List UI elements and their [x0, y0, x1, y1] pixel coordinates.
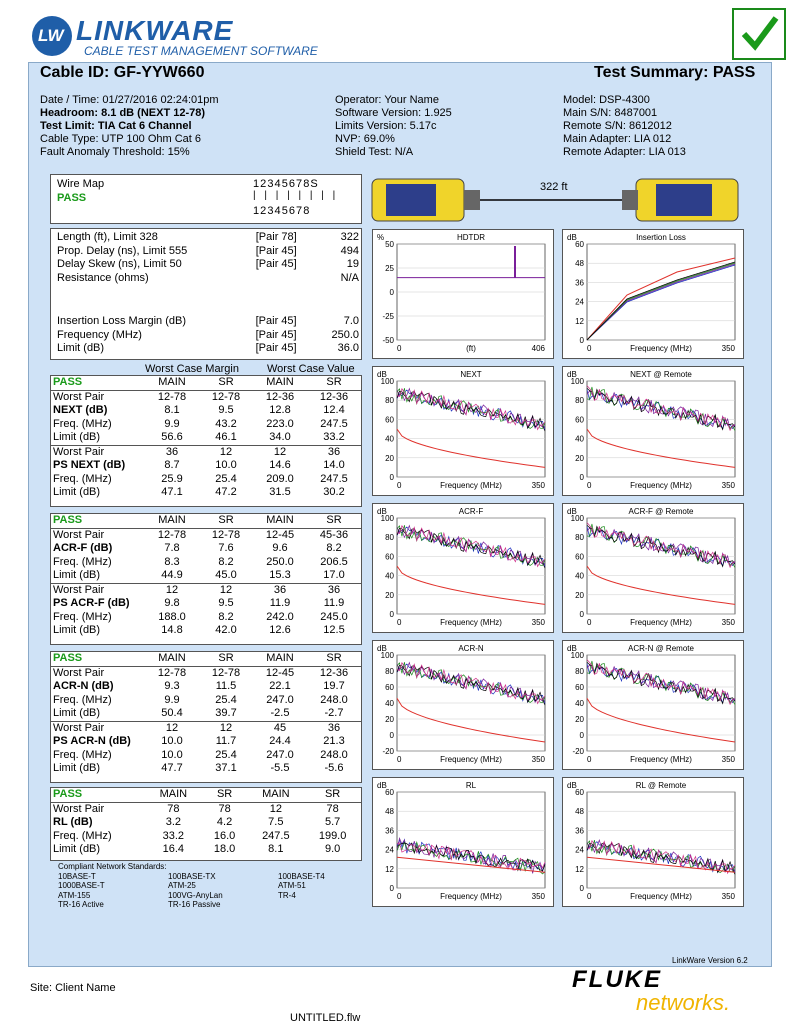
- section-status: PASS: [51, 376, 145, 390]
- table-row: Worst Pair 78 78 12 78: [53, 802, 339, 815]
- standard-item: ATM-51: [278, 881, 306, 890]
- y-tick-label: 60: [385, 788, 394, 797]
- series-line: [397, 843, 545, 871]
- y-tick-label: 80: [575, 667, 584, 676]
- cable-id: Cable ID: GF-YYW660: [40, 64, 205, 81]
- series-line: [587, 265, 735, 340]
- y-tick-label: 80: [575, 533, 584, 543]
- chart-svg: [373, 778, 553, 906]
- standard-item: ATM-25: [168, 881, 196, 890]
- test-summary: Test Summary: PASS: [594, 64, 756, 81]
- table-row: Worst Pair 12-78 12-78 12-36 12-36: [53, 390, 349, 403]
- x-axis-label: Frequency (MHz): [630, 481, 692, 490]
- length-row: Prop. Delay (ns), Limit 555 [Pair 45] 494: [57, 244, 359, 257]
- y-tick-label: 40: [575, 434, 584, 444]
- y-tick-label: 20: [575, 453, 584, 463]
- table-row: Freq. (MHz) 8.3 8.2 250.0 206.5: [53, 555, 348, 568]
- table-row: ACR-F (dB) 7.8 7.6 9.6 8.2: [53, 542, 342, 554]
- file-name: UNTITLED.flw: [290, 1012, 361, 1024]
- y-tick-label: 40: [575, 699, 584, 708]
- y-tick-label: 0: [579, 336, 584, 345]
- y-tick-label: 0: [579, 473, 584, 482]
- y-tick-label: 60: [385, 683, 394, 692]
- length-row: Resistance (ohms) N/A: [57, 271, 359, 284]
- y-tick-label: 50: [385, 240, 394, 249]
- app-title: LINKWARE: [76, 15, 234, 46]
- chart-acrn-remote: [562, 640, 744, 770]
- series-line: [587, 526, 735, 565]
- x-tick-label: 350: [531, 755, 545, 764]
- info-col-2: Operator: Your Name Software Version: 1.925 Limits Version: 5.17c NVP: 69.0% Shield Test: N/A: [335, 94, 452, 158]
- chart-title: Insertion Loss: [636, 233, 686, 242]
- series-line: [587, 662, 735, 703]
- series-line: [587, 262, 735, 340]
- x-tick-label: 350: [721, 344, 735, 353]
- x-tick-label: 0: [587, 755, 592, 764]
- x-axis-label: Frequency (MHz): [440, 892, 502, 901]
- margin-header: Worst Case Margin: [145, 363, 239, 375]
- y-tick-label: 48: [575, 807, 584, 817]
- table-row: Limit (dB) 47.1 47.2 31.5 30.2: [53, 486, 345, 498]
- wiremap-lines: | | | | | | | |: [253, 190, 339, 201]
- y-tick-label: 48: [385, 807, 394, 817]
- chart-rl: [372, 777, 554, 907]
- limit-line: [397, 429, 545, 467]
- acrn-section: PASS MAIN SR MAIN SR Worst Pair 12-78 12-78 12-45 12-36 ACR-N (dB) 9.3 11.5 22.1 19.7 Freq. (MHz) 9.9 25.4 247.0 248.0 Limit (dB) 50.4 39.7 -2.5 -2.7 Worst Pair 12 12 45 36 PS ACR-N (dB) 10.0 11.7 24.4 21.3 Freq. (MHz) 10.0 25.4 247.0 248.0 Limit (dB) 47.7 37.1 -5.5 -5.6: [50, 651, 362, 783]
- x-tick-label: 0: [397, 481, 402, 490]
- standard-item: 100VG-AnyLan: [168, 890, 223, 900]
- y-tick-label: -25: [382, 312, 394, 321]
- chart-unit: dB: [377, 507, 387, 516]
- y-tick-label: 20: [385, 590, 394, 600]
- x-tick-label: 0: [397, 344, 402, 353]
- table-row: PS ACR-N (dB) 10.0 11.7 24.4 21.3: [53, 735, 345, 747]
- y-tick-label: 60: [575, 683, 584, 692]
- y-tick-label: 0: [389, 288, 394, 297]
- chart-svg: [373, 230, 553, 358]
- standard-item: 1000BASE-T: [58, 881, 105, 890]
- length-panel: [50, 228, 362, 360]
- standard-item: TR-16 Active: [58, 900, 104, 909]
- networks-logo: networks.: [636, 990, 731, 1015]
- chart-title: NEXT @ Remote: [630, 370, 692, 379]
- y-tick-label: 24: [575, 845, 584, 855]
- table-row: Worst Pair 12-78 12-78 12-45 12-36: [53, 666, 349, 679]
- chart-next-remote: [562, 366, 744, 496]
- y-tick-label: 60: [385, 415, 394, 425]
- section-status: PASS: [51, 514, 145, 528]
- table-row: PS ACR-F (dB) 9.8 9.5 11.9 11.9: [53, 597, 345, 609]
- x-axis-label: Frequency (MHz): [440, 618, 502, 627]
- series-line: [587, 525, 735, 566]
- linkware-version: LinkWare Version 6.2: [672, 956, 748, 965]
- y-tick-label: -20: [382, 747, 394, 756]
- y-tick-label: 60: [575, 552, 584, 562]
- standard-item: 100BASE-T4: [278, 871, 325, 881]
- limit-line: [587, 566, 735, 604]
- y-tick-label: 40: [575, 571, 584, 581]
- chart-title: ACR-N @ Remote: [628, 644, 694, 653]
- table-row: Limit (dB) 14.8 42.0 12.6 12.5: [53, 624, 345, 636]
- y-tick-label: 0: [389, 884, 394, 893]
- chart-rl-remote: [562, 777, 744, 907]
- y-tick-label: -50: [382, 336, 394, 345]
- standard-item: 100BASE-TX: [168, 871, 216, 881]
- wiremap-status: PASS: [57, 192, 87, 204]
- x-tick-label: 0: [587, 344, 592, 353]
- table-row: Freq. (MHz) 9.9 43.2 223.0 247.5: [53, 417, 348, 430]
- chart-title: RL @ Remote: [635, 781, 687, 790]
- y-tick-label: 20: [575, 590, 584, 600]
- y-tick-label: 0: [389, 473, 394, 482]
- chart-title: ACR-F: [458, 507, 484, 516]
- y-tick-label: 60: [575, 415, 584, 425]
- chart-svg: [373, 641, 553, 769]
- rl-section: PASS MAIN SR MAIN SR Worst Pair 78 78 12 78 RL (dB) 3.2 4.2 7.5 5.7 Freq. (MHz) 33.2 16.0 247.5 199.0 Limit (dB) 16.4 18.0 8.1 9.0: [50, 787, 362, 861]
- y-tick-label: 12: [385, 864, 394, 874]
- acrf-section: PASS MAIN SR MAIN SR Worst Pair 12-78 12-78 12-45 45-36 ACR-F (dB) 7.8 7.6 9.6 8.2 Freq. (MHz) 8.3 8.2 250.0 206.5 Limit (dB) 44.9 45.0 15.3 17.0 Worst Pair 12 12 36 36 PS ACR-F (dB) 9.8 9.5 11.9 11.9 Freq. (MHz) 188.0 8.2 242.0 245.0 Limit (dB) 14.8 42.0 12.6 12.5: [50, 513, 362, 645]
- chart-insertion-loss: [562, 229, 744, 359]
- table-row: Freq. (MHz) 10.0 25.4 247.0 248.0: [53, 748, 348, 761]
- y-tick-label: 0: [579, 884, 584, 893]
- x-axis-label: Frequency (MHz): [630, 892, 692, 901]
- x-tick-label: 350: [721, 618, 735, 627]
- x-tick-label: 0: [397, 618, 402, 627]
- length-row: Limit (dB) [Pair 45] 36.0: [57, 342, 359, 354]
- table-row: Limit (dB) 44.9 45.0 15.3 17.0: [53, 569, 345, 581]
- x-axis-label: Frequency (MHz): [630, 344, 692, 353]
- chart-unit: dB: [377, 370, 387, 379]
- series-line: [397, 838, 545, 873]
- y-tick-label: 20: [575, 715, 584, 724]
- y-tick-label: 60: [575, 788, 584, 797]
- y-tick-label: 80: [385, 667, 394, 676]
- limit-line: [587, 429, 735, 467]
- series-line: [587, 389, 735, 428]
- info-col-1: Date / Time: 01/27/2016 02:24:01pm Headroom: 8.1 dB (NEXT 12-78) Test Limit: TIA Cat 6 Channel Cable Type: UTP 100 Ohm Cat 6 Fault Anomaly Threshold: 15%: [40, 94, 219, 158]
- table-row: Limit (dB) 16.4 18.0 8.1 9.0: [53, 843, 341, 855]
- linkware-logo-icon: LW: [32, 16, 72, 56]
- y-tick-label: 100: [380, 377, 394, 386]
- chart-svg: [563, 367, 743, 495]
- table-row: Freq. (MHz) 188.0 8.2 242.0 245.0: [53, 610, 348, 623]
- limit-line: [587, 698, 735, 742]
- y-tick-label: 20: [385, 453, 394, 463]
- y-tick-label: 25: [385, 264, 394, 273]
- y-tick-label: 100: [570, 514, 584, 523]
- length-row: Delay Skew (ns), Limit 50 [Pair 45] 19: [57, 258, 359, 270]
- y-tick-label: 60: [385, 552, 394, 562]
- y-tick-label: 80: [575, 396, 584, 406]
- y-tick-label: 0: [389, 610, 394, 619]
- site-name: Site: Client Name: [30, 982, 116, 994]
- standard-item: TR-4: [278, 890, 296, 900]
- y-tick-label: 0: [579, 610, 584, 619]
- chart-unit: dB: [567, 370, 577, 379]
- chart-unit: %: [377, 233, 385, 242]
- y-tick-label: 40: [385, 434, 394, 444]
- table-row: Limit (dB) 47.7 37.1 -5.5 -5.6: [53, 762, 344, 774]
- y-tick-label: 0: [389, 731, 394, 740]
- length-row: Length (ft), Limit 328 [Pair 78] 322: [57, 231, 359, 243]
- tester-diagram: [370, 176, 742, 224]
- chart-title: ACR-F @ Remote: [628, 507, 694, 516]
- chart-acrn: [372, 640, 554, 770]
- pass-check-icon: [732, 8, 786, 60]
- series-line: [587, 388, 735, 429]
- section-status: PASS: [51, 788, 145, 802]
- y-tick-label: 80: [385, 533, 394, 543]
- x-axis-label: Frequency (MHz): [440, 755, 502, 764]
- table-row: Worst Pair 12-78 12-78 12-45 45-36: [53, 528, 349, 541]
- y-tick-label: 12: [575, 316, 584, 326]
- chart-title: RL: [465, 781, 477, 790]
- next-section: PASS MAIN SR MAIN SR Worst Pair 12-78 12-78 12-36 12-36 NEXT (dB) 8.1 9.5 12.8 12.4 Freq. (MHz) 9.9 43.2 223.0 247.5 Limit (dB) 56.6 46.1 34.0 33.2 Worst Pair 36 12 12 36 PS NEXT (dB) 8.7 10.0 14.6 14.0 Freq. (MHz) 25.9 25.4 209.0 247.5 Limit (dB) 47.1 47.2 31.5 30.2: [50, 375, 362, 507]
- chart-next: [372, 366, 554, 496]
- table-row: Freq. (MHz) 25.9 25.4 209.0 247.5: [53, 472, 348, 485]
- x-tick-label: 350: [721, 892, 735, 901]
- table-row: Worst Pair 12 12 36 36: [51, 583, 361, 597]
- x-axis-label: Frequency (MHz): [630, 618, 692, 627]
- y-tick-label: 100: [570, 377, 584, 386]
- y-tick-label: 48: [575, 259, 584, 269]
- table-row: Freq. (MHz) 9.9 25.4 247.0 248.0: [53, 693, 348, 706]
- chart-hdtdr: [372, 229, 554, 359]
- table-row: Freq. (MHz) 33.2 16.0 247.5 199.0: [53, 829, 347, 842]
- wiremap-panel: Wire Map PASS 1 2 3 4 5 6 7 8 S | | | | | | | | 1 2 3 4 5 6 7 8: [50, 174, 362, 224]
- y-tick-label: 24: [385, 845, 394, 855]
- x-tick-label: 350: [531, 618, 545, 627]
- x-tick-label: 0: [397, 755, 402, 764]
- y-tick-label: 100: [380, 514, 394, 523]
- fluke-logo: FLUKE: [572, 966, 662, 993]
- chart-svg: [563, 230, 743, 358]
- series-line: [587, 264, 735, 340]
- chart-unit: dB: [377, 644, 387, 653]
- section-status: PASS: [51, 652, 145, 666]
- length-table: [55, 231, 361, 285]
- series-line: [587, 663, 735, 702]
- y-tick-label: 24: [575, 297, 584, 307]
- chart-title: NEXT: [460, 370, 482, 379]
- length-row: Insertion Loss Margin (dB) [Pair 45] 7.0: [57, 315, 359, 327]
- chart-svg: [563, 641, 743, 769]
- chart-unit: dB: [567, 233, 577, 242]
- x-tick-label: 350: [721, 755, 735, 764]
- standard-item: 10BASE-T: [58, 871, 96, 881]
- y-tick-label: 60: [575, 240, 584, 249]
- chart-unit: dB: [567, 644, 577, 653]
- limit-line: [397, 566, 545, 604]
- standard-item: TR-16 Passive: [168, 900, 221, 909]
- x-axis-label: (ft): [466, 344, 476, 353]
- chart-acrf: [372, 503, 554, 633]
- x-tick-label: 0: [587, 481, 592, 490]
- cable-length-label: 322 ft: [540, 181, 568, 193]
- y-tick-label: 100: [380, 651, 394, 660]
- standard-item: [278, 900, 358, 910]
- info-col-3: Model: DSP-4300 Main S/N: 8487001 Remote S/N: 8612012 Main Adapter: LIA 012 Remote Adapter: LIA 013: [563, 94, 686, 158]
- y-tick-label: 20: [385, 715, 394, 724]
- table-row: Limit (dB) 56.6 46.1 34.0 33.2: [53, 431, 345, 443]
- y-tick-label: 36: [385, 826, 394, 836]
- chart-svg: [373, 504, 553, 632]
- table-row: ACR-N (dB) 9.3 11.5 22.1 19.7: [53, 680, 345, 692]
- x-axis-label: Frequency (MHz): [440, 481, 502, 490]
- table-row: RL (dB) 3.2 4.2 7.5 5.7: [53, 816, 341, 828]
- y-tick-label: 40: [385, 571, 394, 581]
- value-header: Worst Case Value: [267, 363, 355, 375]
- limit-line: [397, 698, 545, 742]
- y-tick-label: 0: [579, 731, 584, 740]
- y-tick-label: 100: [570, 651, 584, 660]
- chart-acrf-remote: [562, 503, 744, 633]
- chart-svg: [563, 504, 743, 632]
- standard-item: ATM-155: [58, 890, 91, 900]
- table-row: PS NEXT (dB) 8.7 10.0 14.6 14.0: [53, 459, 345, 471]
- chart-unit: dB: [567, 507, 577, 516]
- table-row: Worst Pair 36 12 12 36: [51, 445, 361, 459]
- chart-unit: dB: [377, 781, 387, 790]
- insertion-loss-table: [55, 315, 361, 356]
- x-tick-label: 0: [587, 892, 592, 901]
- chart-svg: [373, 367, 553, 495]
- chart-svg: [563, 778, 743, 906]
- y-tick-label: 36: [575, 826, 584, 836]
- standards: Compliant Network Standards: 10BASE-T 100BASE-TX 100BASE-T4 1000BASE-T ATM-25 ATM-51 ATM-155 100VG-AnyLan TR-4 TR-16 Active TR-16 Passive: [58, 862, 358, 910]
- table-row: Worst Pair 12 12 45 36: [51, 721, 361, 735]
- table-row: NEXT (dB) 8.1 9.5 12.8 12.4: [53, 404, 345, 416]
- y-tick-label: 12: [575, 864, 584, 874]
- x-axis-label: Frequency (MHz): [630, 755, 692, 764]
- x-tick-label: 350: [531, 481, 545, 490]
- x-tick-label: 350: [531, 892, 545, 901]
- y-tick-label: 36: [575, 278, 584, 288]
- x-tick-label: 0: [397, 892, 402, 901]
- y-tick-label: -20: [572, 747, 584, 756]
- chart-title: ACR-N: [458, 644, 484, 653]
- table-row: Limit (dB) 50.4 39.7 -2.5 -2.7: [53, 707, 344, 719]
- y-tick-label: 80: [385, 396, 394, 406]
- y-tick-label: 40: [385, 699, 394, 708]
- x-tick-label: 0: [587, 618, 592, 627]
- length-row: Frequency (MHz) [Pair 45] 250.0: [57, 328, 359, 341]
- chart-title: HDTDR: [457, 233, 485, 242]
- x-tick-label: 350: [721, 481, 735, 490]
- app-subtitle: CABLE TEST MANAGEMENT SOFTWARE: [84, 44, 318, 58]
- x-tick-label: 406: [531, 344, 545, 353]
- chart-unit: dB: [567, 781, 577, 790]
